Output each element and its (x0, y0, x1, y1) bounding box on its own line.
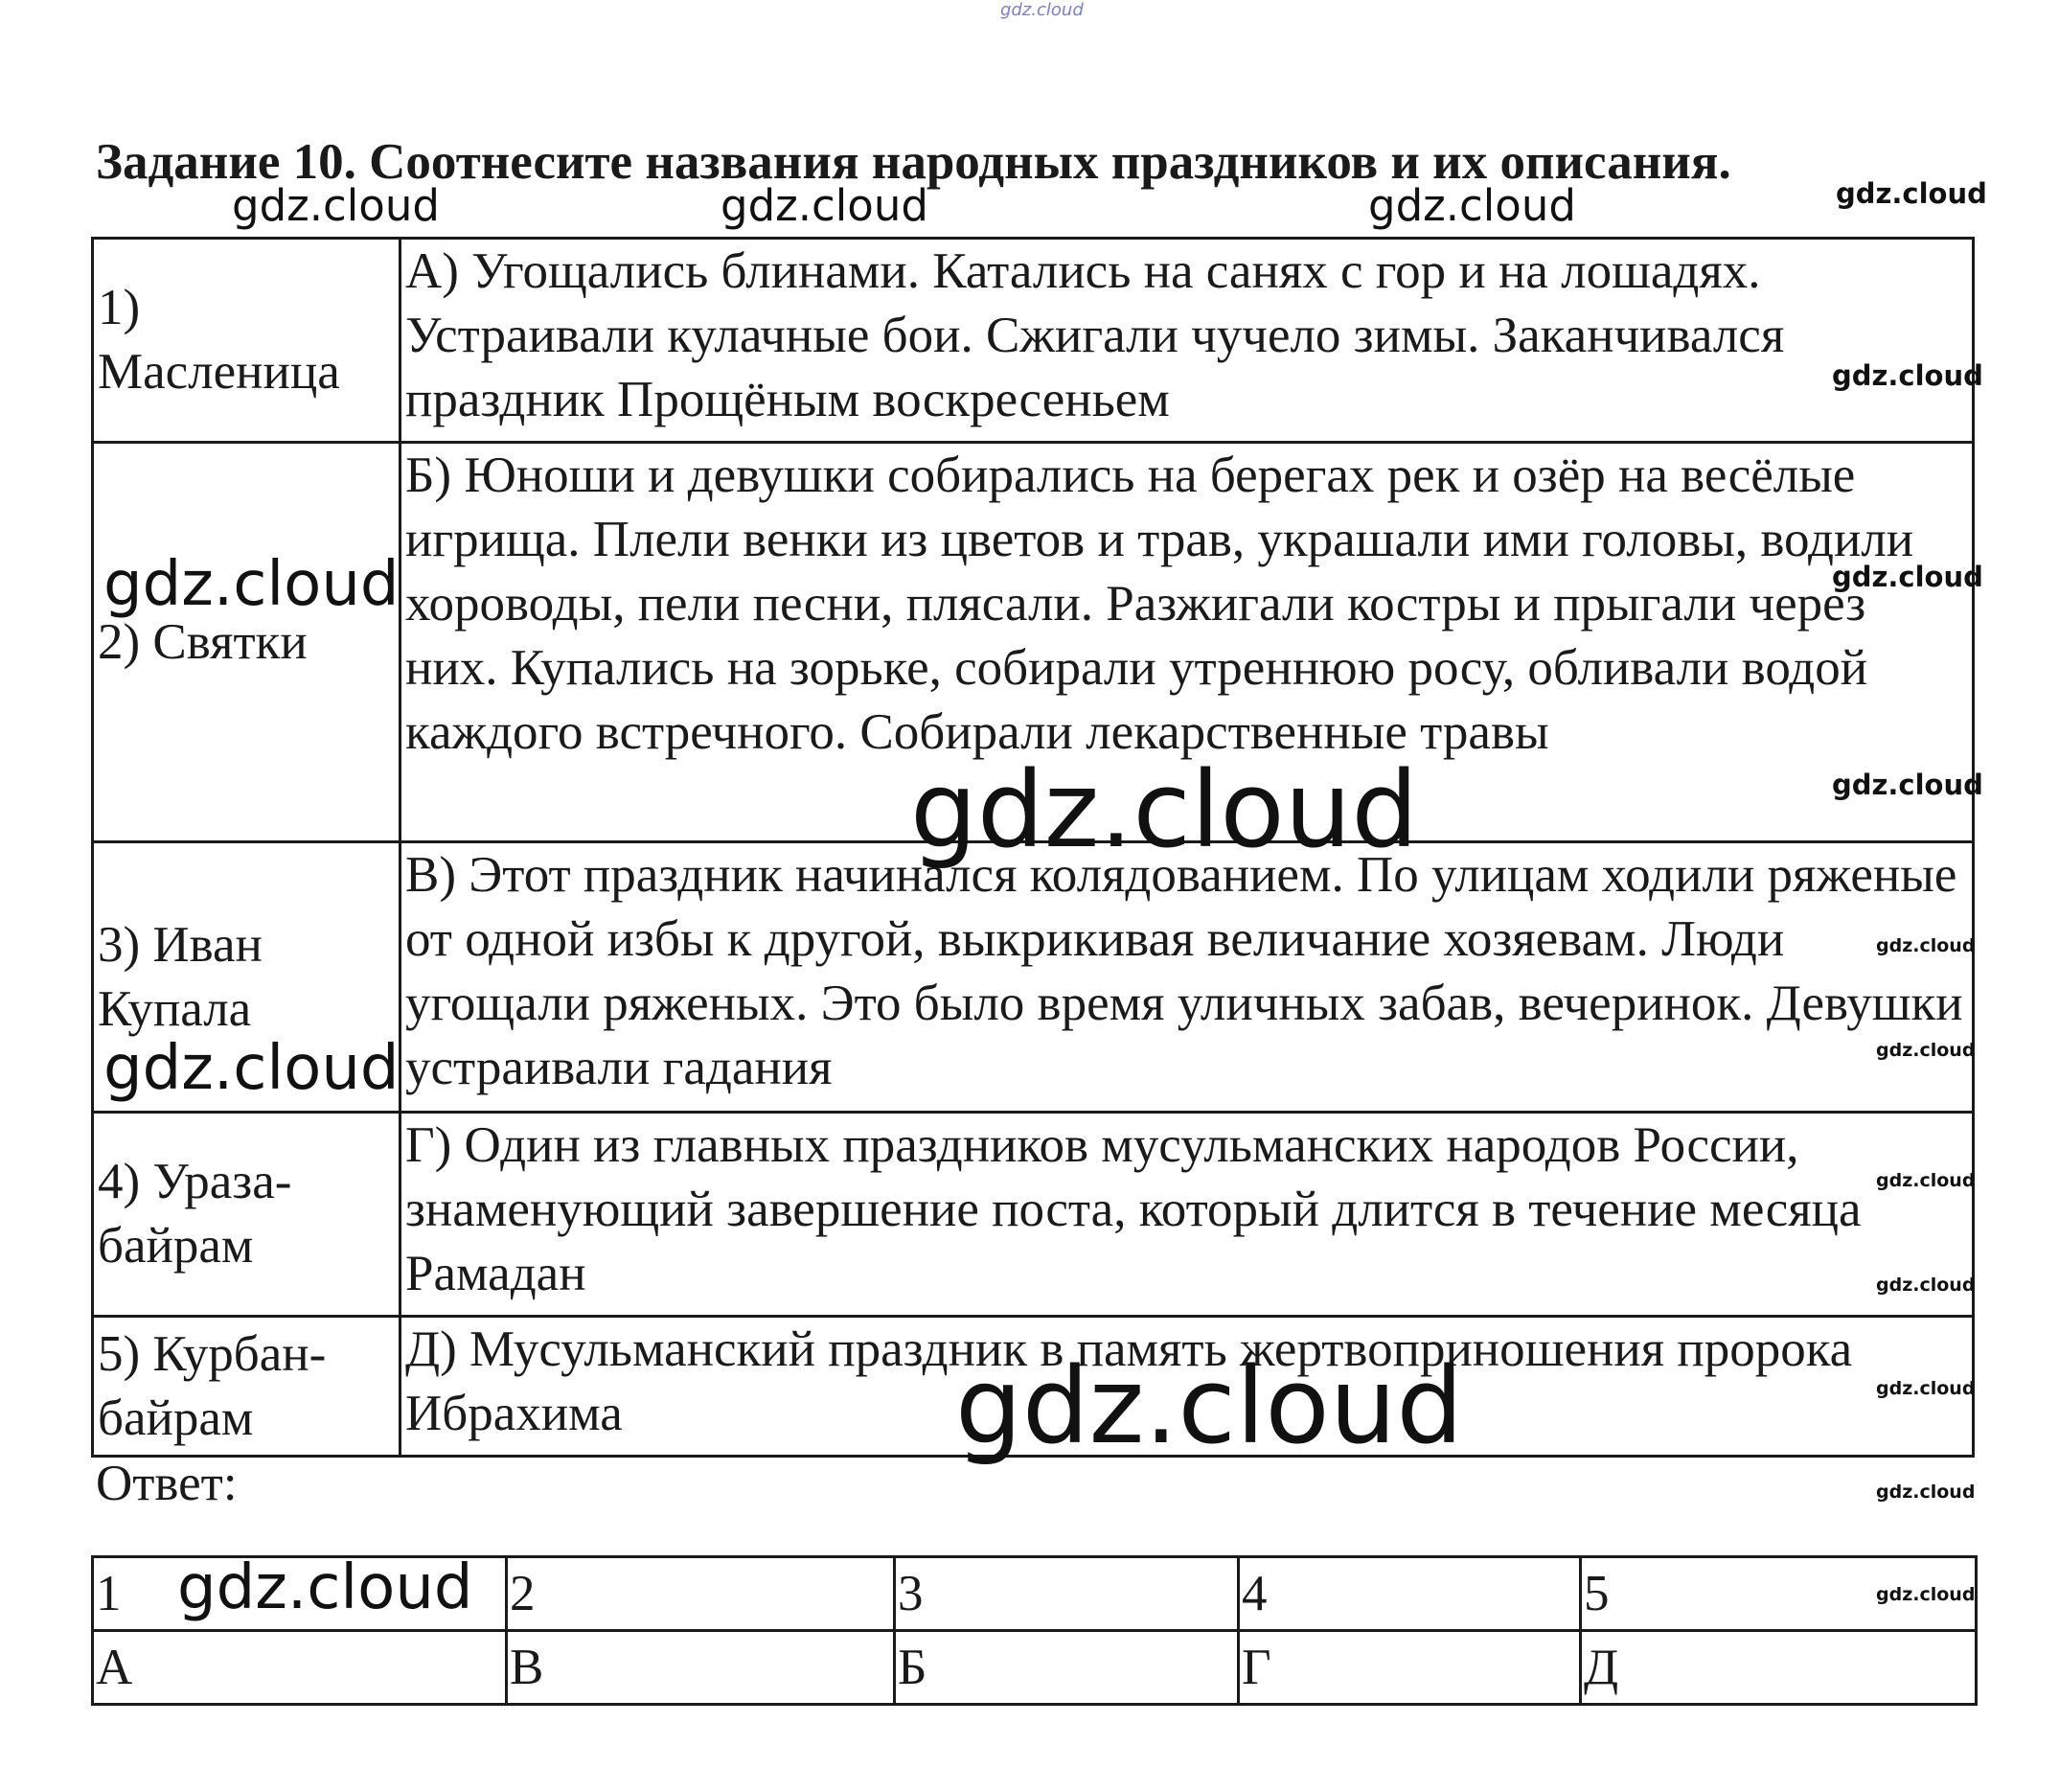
holiday-name: 1) Масленица (98, 280, 340, 400)
watermark: gdz.cloud (910, 748, 1419, 871)
watermark: gdz.cloud (1876, 935, 1976, 956)
answer-number: 3 (895, 1557, 1239, 1631)
table-row (93, 1113, 1974, 1317)
watermark: gdz.cloud (1836, 177, 1987, 210)
watermark: gdz.cloud (232, 180, 440, 231)
holiday-description: А) Угощались блинами. Катались на санях с гор и на лошадях. Устраивали кулачные бои. Сжигали чучело зимы. Заканчивался праздник Прощёным воскресеньем (405, 243, 1785, 427)
watermark: gdz.cloud (1832, 769, 1983, 801)
answer-number: 1 (93, 1557, 507, 1631)
answer-number: 5 (1581, 1557, 1977, 1631)
watermark: gdz.cloud (1832, 359, 1983, 392)
watermark: gdz.cloud (103, 1033, 400, 1104)
watermark: gdz.cloud (1876, 1378, 1976, 1399)
watermark: gdz.cloud (1876, 1584, 1976, 1605)
watermark: gdz.cloud (1876, 1170, 1976, 1191)
answer-letter-row (93, 1631, 1977, 1705)
holiday-description-cell (400, 842, 1974, 1113)
table-row (93, 239, 1974, 443)
holiday-name-cell (93, 1317, 400, 1457)
watermark: gdz.cloud (177, 1552, 473, 1623)
holiday-description-cell (400, 1113, 1974, 1317)
task-title: Задание 10. Соотнесите названия народных праздников и их описания. (96, 134, 1731, 190)
watermark: gdz.cloud (103, 549, 400, 620)
watermark: gdz.cloud (1876, 1040, 1976, 1061)
answer-letter: В (507, 1631, 895, 1705)
answer-letter: Г (1239, 1631, 1581, 1705)
holiday-name-cell (93, 443, 400, 842)
holiday-description-cell (400, 239, 1974, 443)
holiday-description: Г) Один из главных праздников мусульманских народов России, знаменующий завершение поста, который длится в течение месяца Рамадан (405, 1117, 1862, 1301)
watermark-top: gdz.cloud (1000, 0, 1084, 20)
holiday-name-cell (93, 1113, 400, 1317)
holiday-name: 5) Курбан-байрам (98, 1325, 327, 1446)
watermark: gdz.cloud (721, 180, 928, 231)
holiday-name-cell (93, 239, 400, 443)
watermark: gdz.cloud (1832, 561, 1983, 593)
answer-letter: Д (1581, 1631, 1977, 1705)
holiday-name: 2) Святки (98, 613, 308, 670)
holiday-name: 4) Ураза-байрам (98, 1154, 292, 1274)
watermark: gdz.cloud (1876, 1275, 1976, 1296)
holiday-description: В) Этот праздник начинался колядованием. По улицам ходили ряженые от одной избы к другой, выкрикивая величание хозяевам. Люди угощали ряженых. Это было время уличных забав, вечеринок. Девушки устраивали гадания (405, 847, 1963, 1095)
watermark: gdz.cloud (955, 1344, 1464, 1467)
holiday-name: 3) Иван Купала (98, 916, 263, 1037)
watermark: gdz.cloud (1368, 180, 1576, 231)
answer-number: 2 (507, 1557, 895, 1631)
holiday-description: Д) Мусульманский праздник в память жертвоприношения пророка Ибрахима (405, 1321, 1853, 1441)
answer-label: Ответ: (96, 1456, 238, 1511)
watermark: gdz.cloud (1876, 1482, 1976, 1503)
answer-letter: А (93, 1631, 507, 1705)
answer-number: 4 (1239, 1557, 1581, 1631)
holiday-description: Б) Юноши и девушки собирались на берегах рек и озёр на весёлые игрища. Плели венки из цветов и трав, украшали ими головы, водили хороводы, пели песни, плясали. Разжигали костры и прыгали через них. Купались на зорьке, собирали утреннюю росу, обливали водой каждого встречного. Собирали лекарственные травы (405, 448, 1914, 760)
answer-letter: Б (895, 1631, 1239, 1705)
